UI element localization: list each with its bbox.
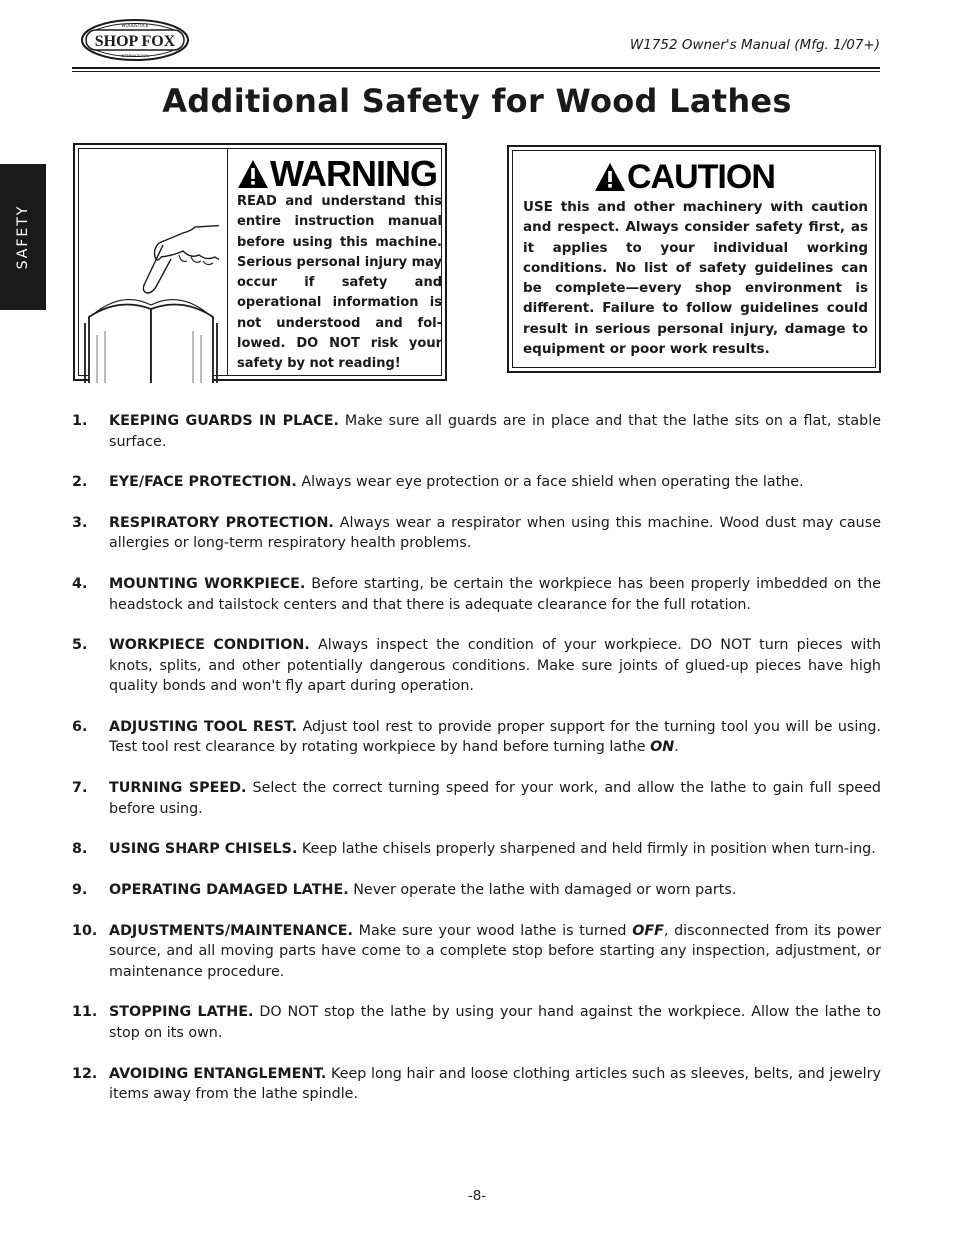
warning-triangle-icon bbox=[236, 158, 270, 190]
shop-fox-logo bbox=[80, 18, 190, 62]
read-manual-icon bbox=[83, 185, 219, 383]
caution-text: USE this and other machinery with caution and respect. Always consider safety first, as it applies to your individual working conditions. No list of safety guidelines can be complete—every shop environment is different. Failure to follow guidelines could result in serious personal injury, damage to equipment or poor work results. bbox=[523, 199, 868, 358]
list-item: 6. ADJUSTING TOOL REST. Adjust tool rest to provide proper support for the turning tool you will be using. Test tool rest clearance by rotating workpiece by hand before turning lathe ON. bbox=[72, 718, 882, 756]
manual-title: W1752 Owner's Manual (Mfg. 1/07+) bbox=[629, 37, 880, 53]
list-item: 12. AVOIDING ENTANGLEMENT. Keep long hair and loose clothing articles such as sleeves, belts, and jewelry items away from the lathe spindle. bbox=[72, 1065, 881, 1103]
page-number: -8- bbox=[467, 1188, 487, 1204]
list-item: 2. EYE/FACE PROTECTION. Always wear eye protection or a face shield when operating the lathe. bbox=[72, 474, 804, 491]
page-title: Additional Safety for Wood Lathes bbox=[162, 82, 792, 120]
safety-list bbox=[72, 411, 881, 1105]
list-item: 4. MOUNTING WORKPIECE. Before starting, be certain the workpiece has been properly imbedded on the headstock and tailstock centers and that there is adequate clearance for the full rotation. bbox=[72, 576, 881, 613]
list-item: 7. TURNING SPEED. Select the correct turning speed for your work, and allow the lathe to gain full speed before using. bbox=[72, 780, 881, 817]
list-item: 11. STOPPING LATHE. DO NOT stop the lathe by using your hand against the workpiece. Allow the lathe to stop on its own. bbox=[72, 1004, 882, 1041]
section-tab bbox=[0, 164, 46, 310]
warning-text: READ and understand this entire instruction manual before using this machine. Serious personal injury may occur if safety and operational information is not understood and fol-lowed. DO NOT risk your safety by not reading! bbox=[237, 194, 442, 372]
logo-ring-top: WOODSTOCK bbox=[121, 23, 149, 28]
warning-divider bbox=[227, 149, 228, 375]
warning-box bbox=[73, 143, 447, 381]
logo-ring-bottom: INTERNATIONAL bbox=[120, 54, 150, 58]
warning-heading bbox=[236, 155, 437, 193]
caution-box bbox=[507, 145, 881, 373]
warning-triangle-icon bbox=[593, 161, 627, 193]
list-item: 3. RESPIRATORY PROTECTION. Always wear a respirator when using this machine. Wood dust may cause allergies or long-term respiratory health problems. bbox=[72, 514, 881, 552]
list-item: 9. OPERATING DAMAGED LATHE. Never operate the lathe with damaged or worn parts. bbox=[72, 882, 737, 898]
section-tab-label: SAFETY bbox=[15, 204, 31, 270]
header-rule-thin bbox=[72, 71, 880, 72]
warning-word: WARNING bbox=[270, 153, 437, 194]
caution-word: CAUTION bbox=[627, 158, 775, 196]
list-item: 8. USING SHARP CHISELS. Keep lathe chisels properly sharpened and held firmly in position when turn-ing. bbox=[72, 841, 876, 858]
list-item: 10. ADJUSTMENTS/MAINTENANCE. Make sure your wood lathe is turned OFF, disconnected from its power source, and all moving parts have come to a complete stop before starting any inspection, adjustment, or maintenance procedure. bbox=[72, 922, 882, 980]
logo-text: SHOP FOX bbox=[94, 33, 176, 50]
list-item: 5. WORKPIECE CONDITION. Always inspect the condition of your workpiece. DO NOT turn pieces with knots, splits, and other potentially dangerous conditions. Make sure joints of glued-up pieces have high quality bonds and won't fly apart during operation. bbox=[72, 637, 882, 695]
header-rule bbox=[72, 67, 880, 69]
list-item: 1. KEEPING GUARDS IN PLACE. Make sure all guards are in place and that the lathe sits on a flat, stable surface. bbox=[72, 413, 882, 450]
caution-heading bbox=[593, 159, 775, 195]
